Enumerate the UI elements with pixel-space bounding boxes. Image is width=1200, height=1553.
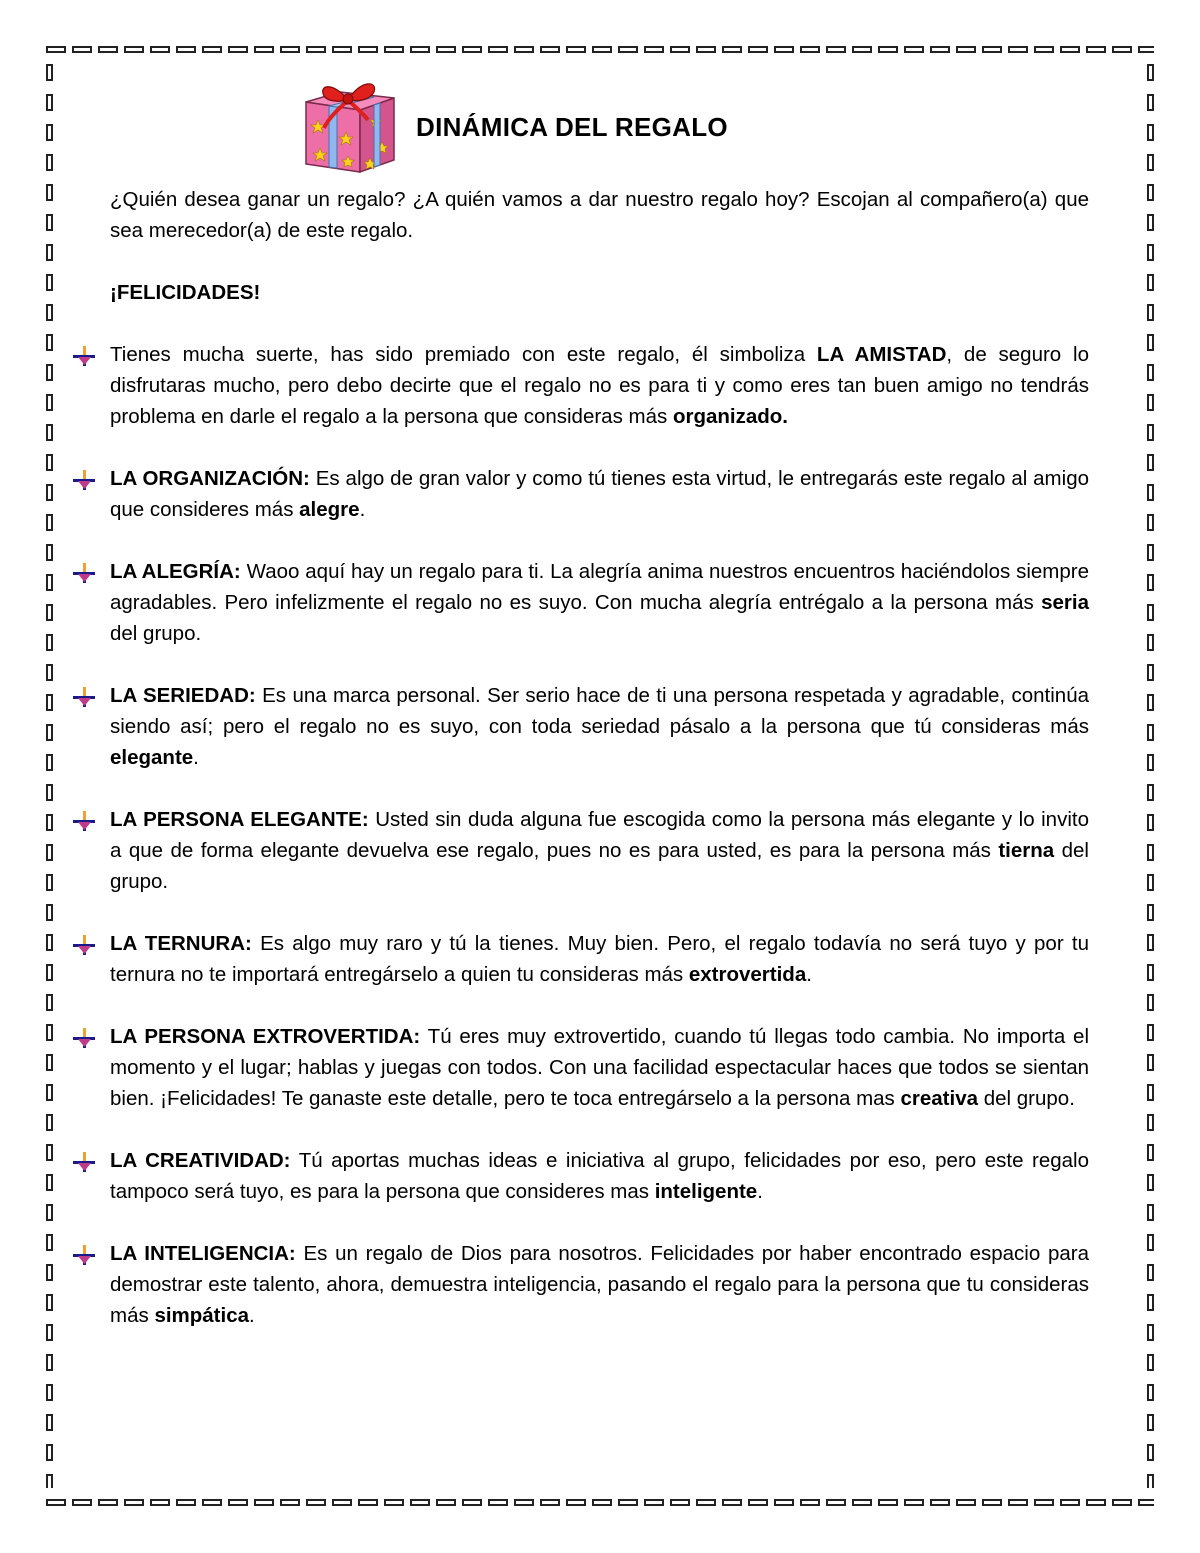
item-heading: LA PERSONA EXTROVERTIDA: — [110, 1025, 421, 1048]
item-text: Es algo de gran valor y como tú tienes esta virtud, le entregarás este regalo al amigo que consideres más — [110, 467, 1089, 521]
item-heading: LA TERNURA: — [110, 932, 252, 955]
document-header — [296, 72, 816, 176]
arrow-bullet-icon — [73, 468, 95, 490]
item-text: Es algo muy raro y tú la tienes. Muy bien. Pero, el regalo todavía no será tuyo y por tu ternura no te importará entregárselo a quien tu consideras más — [110, 932, 1089, 986]
felicidades-heading: ¡FELICIDADES! — [110, 281, 261, 304]
item-keyword: inteligente — [654, 1180, 758, 1203]
item-text: Es una marca personal. Ser serio hace de ti una persona respetada y agradable, continúa siendo así; pero el regalo no es suyo, con toda seriedad pásalo a la persona que tú consideras más — [110, 684, 1090, 738]
document-title: DINÁMICA DEL REGALO — [416, 112, 728, 142]
list-item — [110, 339, 1089, 432]
item-heading: LA ORGANIZACIÓN: — [110, 467, 310, 490]
list-item — [110, 1238, 1089, 1331]
item-keyword: creativa — [900, 1087, 979, 1110]
list-item — [110, 804, 1089, 897]
item-heading: LA ALEGRÍA: — [110, 560, 241, 583]
list-item — [110, 463, 1089, 525]
item-keyword: tierna — [998, 839, 1055, 862]
item-text: Tú eres muy extrovertido, cuando tú llegas todo cambia. No importa el momento y el lugar; hablas y juegas con todos. Con una facilidad espectacular haces que todos se sientan bien. ¡Felicidades! Te ganaste este detalle, pero te toca entregárselo a la persona mas — [110, 1025, 1090, 1110]
item-heading: LA PERSONA ELEGANTE: — [110, 808, 369, 831]
item-tail: . — [249, 1304, 255, 1327]
arrow-bullet-icon — [73, 1243, 95, 1265]
item-tail: del grupo. — [110, 839, 1089, 893]
arrow-bullet-icon — [73, 1026, 95, 1048]
arrow-bullet-icon — [73, 809, 95, 831]
list-item — [110, 928, 1089, 990]
list-item — [110, 680, 1089, 773]
item-heading: LA SERIEDAD: — [110, 684, 256, 707]
arrow-bullet-icon — [73, 1150, 95, 1172]
arrow-bullet-icon — [73, 344, 95, 366]
arrow-bullet-icon — [73, 561, 95, 583]
item-tail: del grupo. — [110, 622, 202, 645]
item-keyword: alegre — [299, 498, 360, 521]
item-bold: LA AMISTAD — [816, 343, 947, 366]
gift-box-icon — [296, 72, 400, 176]
item-text: Tú aportas muchas ideas e iniciativa al grupo, felicidades por eso, pero este regalo tampoco será tuyo, es para la persona que consideres mas — [110, 1149, 1090, 1203]
item-heading: LA INTELIGENCIA: — [110, 1242, 296, 1265]
item-tail: . — [359, 498, 366, 521]
gift-list — [110, 339, 1089, 1331]
item-text: Tienes mucha suerte, has sido premiado con este regalo, él simboliza — [110, 343, 817, 366]
intro-paragraph: ¿Quién desea ganar un regalo? ¿A quién vamos a dar nuestro regalo hoy? Escojan al compañero(a) que sea merecedor(a) de este regalo. — [110, 188, 1089, 242]
item-keyword: elegante — [110, 746, 194, 769]
list-item — [110, 1021, 1089, 1114]
list-item — [110, 1145, 1089, 1207]
arrow-bullet-icon — [73, 685, 95, 707]
item-keyword: extrovertida — [688, 963, 807, 986]
border-right — [1147, 64, 1154, 1488]
border-bottom — [46, 1499, 1154, 1506]
item-text: Waoo aquí hay un regalo para ti. La alegría anima nuestros encuentros haciéndolos siempre agradables. Pero infelizmente el regalo no es suyo. Con mucha alegría entrégalo a la persona más — [110, 560, 1089, 614]
document-body — [110, 184, 1089, 1362]
item-tail: . — [193, 746, 199, 769]
border-top — [46, 46, 1154, 53]
item-keyword: seria — [1041, 591, 1089, 614]
item-tail: del grupo. — [978, 1087, 1075, 1110]
list-item — [110, 556, 1089, 649]
border-left — [46, 64, 53, 1488]
item-text: Usted sin duda alguna fue escogida como la persona más elegante y lo invito a que de forma elegante devuelva ese regalo, pues no es para usted, es para la persona más — [110, 808, 1089, 862]
item-keyword: simpática — [154, 1304, 250, 1327]
item-heading: LA CREATIVIDAD: — [110, 1149, 291, 1172]
item-tail: . — [806, 963, 812, 986]
item-tail: . — [757, 1180, 763, 1203]
item-text: Es un regalo de Dios para nosotros. Felicidades por haber encontrado espacio para demostrar este talento, ahora, demuestra inteligencia, pasando el regalo para la persona que tu consideras más — [110, 1242, 1089, 1327]
item-text: , de seguro lo disfrutaras mucho, pero debo decirte que el regalo no es para ti y como eres tan buen amigo no tendrás problema en darle el regalo a la persona que consideras más — [110, 343, 1089, 428]
arrow-bullet-icon — [73, 933, 95, 955]
item-keyword: organizado. — [672, 405, 788, 428]
